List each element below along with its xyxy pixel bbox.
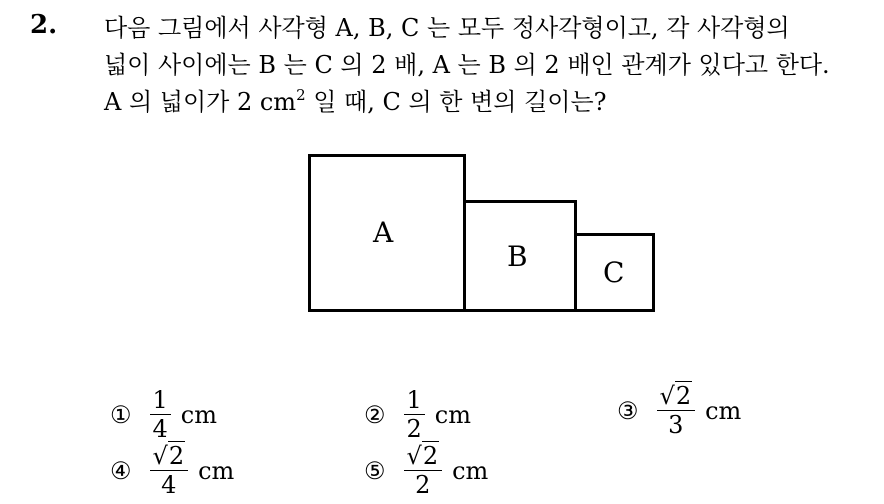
choice-4[interactable] — [110, 444, 234, 497]
square-root — [407, 444, 440, 468]
choice-3[interactable] — [617, 384, 741, 437]
square-root — [153, 444, 186, 468]
choice-number: ⑤ — [364, 456, 386, 485]
unit: cm — [198, 456, 235, 485]
numerator — [150, 444, 189, 470]
fraction — [404, 388, 425, 441]
question-line-3-head: A 의 넓이가 2 cm — [104, 88, 297, 116]
fraction — [404, 444, 443, 497]
unit: cm — [452, 456, 489, 485]
unit: cm — [180, 400, 217, 429]
radicand: 2 — [675, 382, 692, 410]
superscript-exponent: 2 — [296, 86, 306, 104]
denominator: 2 — [406, 415, 422, 443]
fraction — [150, 444, 189, 497]
choice-number: ② — [364, 400, 386, 429]
choice-5[interactable] — [364, 444, 488, 497]
radicand: 2 — [422, 442, 439, 470]
denominator: 4 — [152, 415, 168, 443]
unit: cm — [434, 400, 471, 429]
question-line-3-tail: 일 때, C 의 한 변의 길이는? — [305, 88, 607, 116]
choice-1[interactable] — [110, 388, 217, 441]
radical-sign: √ — [152, 442, 168, 470]
question-line-1: 다음 그림에서 사각형 A, B, C 는 모두 정사각형이고, 각 사각형의 — [104, 14, 790, 42]
choice-number: ③ — [617, 396, 639, 425]
radical-sign: √ — [659, 382, 675, 410]
fraction — [150, 388, 171, 441]
fraction — [657, 384, 696, 437]
square-a-label: A — [373, 216, 394, 249]
denominator: 3 — [668, 411, 684, 439]
numerator: 1 — [152, 386, 168, 414]
square-b-label: B — [507, 240, 528, 273]
denominator: 4 — [161, 471, 177, 499]
unit: cm — [705, 396, 742, 425]
denominator: 2 — [415, 471, 431, 499]
question-line-2: 넓이 사이에는 B 는 C 의 2 배, A 는 B 의 2 배인 관계가 있다고 한다. — [104, 51, 830, 79]
problem-number: 2. — [30, 10, 58, 40]
question-text — [104, 10, 874, 121]
choice-2[interactable] — [364, 388, 471, 441]
choice-number: ④ — [110, 456, 132, 485]
choice-number: ① — [110, 400, 132, 429]
radicand: 2 — [168, 442, 185, 470]
question-line-3 — [104, 84, 874, 121]
radical-sign: √ — [406, 442, 422, 470]
square-root — [660, 384, 693, 408]
numerator — [404, 444, 443, 470]
square-c-label: C — [603, 256, 625, 289]
numerator — [657, 384, 696, 410]
numerator: 1 — [406, 386, 422, 414]
